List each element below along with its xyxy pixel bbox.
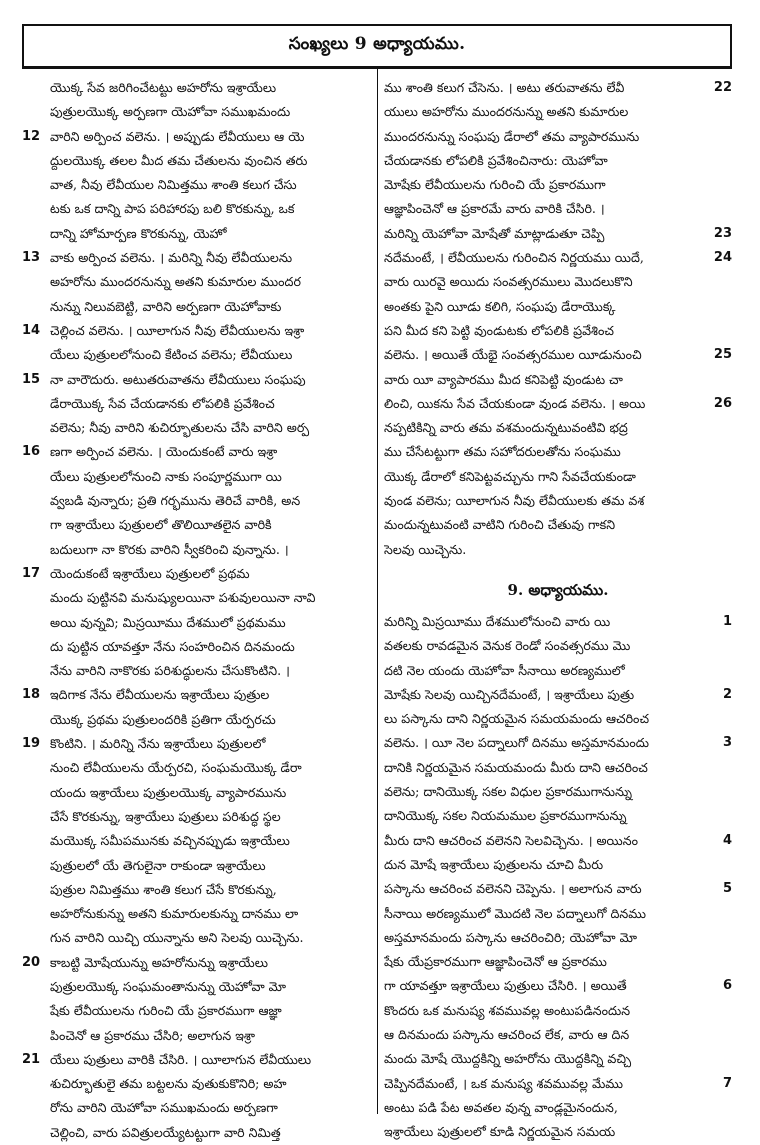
line-text: చేసే కొరకున్ను, ఇశ్రాయేలు పుత్రులు పరిశుద్ధ స్థల bbox=[50, 808, 281, 824]
text-line bbox=[22, 878, 372, 902]
page-header bbox=[22, 24, 732, 68]
text-line bbox=[22, 416, 372, 440]
text-line bbox=[384, 149, 732, 173]
line-text: దు పుట్టిన యావత్తూ నేను సంహరించిన దినమందు bbox=[50, 638, 295, 654]
line-text: లించి, యికను సేవ చేయకుండా వుండ వలెను. । అయి bbox=[384, 395, 646, 411]
line-text: మరిన్ని మిస్రయీము దేశములోనుంచి వారు యి bbox=[384, 613, 611, 629]
text-line bbox=[384, 804, 732, 828]
line-text: ఇదిగాక నేను లేవీయులను ఇశ్రాయేలు పుత్రుల bbox=[50, 687, 270, 703]
text-line bbox=[22, 805, 372, 829]
page bbox=[22, 24, 734, 1140]
verse-number: 21 bbox=[22, 1051, 41, 1067]
text-line bbox=[22, 392, 372, 416]
line-text: లు పస్కాను దాని నిర్ణయమైన సమయమందు ఆచరించ bbox=[384, 711, 650, 727]
line-text: అస్తమానమందు పస్కాను ఆచరించిరి; యెహోవా మో bbox=[384, 929, 638, 945]
verse-number: 24 bbox=[713, 250, 732, 266]
text-line bbox=[384, 392, 732, 416]
line-text: వలెను; నీవు వారిని శుచిర్భూతులను చేసి వారిని అర్ప bbox=[50, 420, 310, 436]
line-text: నుంచి లేవీయులను యేర్పరచి, సంఘమయొక్క డేరా bbox=[50, 760, 302, 776]
line-text: ముందరనున్ను సంఘపు డేరాలో తమ వ్యాపారమును bbox=[384, 128, 640, 144]
text-line bbox=[384, 829, 732, 853]
verse-number: 22 bbox=[713, 80, 732, 95]
verse-number: 20 bbox=[22, 954, 41, 970]
line-text: నున్ను నిలువబెట్టి, వారిని అర్పణగా యెహోవాకు bbox=[50, 298, 282, 314]
line-text: నా వారౌదురు. అటుతరువాతను లేవీయులు సంఘపు bbox=[50, 371, 306, 387]
text-line bbox=[22, 76, 372, 100]
line-text: దటి నెల యందు యెహోవా సీనాయి అరణ్యములో bbox=[384, 662, 625, 678]
text-line bbox=[384, 1072, 732, 1096]
page-title: సంఖ్యలు 9 అధ్యాయము. bbox=[288, 34, 466, 54]
text-line bbox=[22, 659, 372, 683]
text-line bbox=[22, 222, 372, 246]
text-line bbox=[22, 295, 372, 319]
line-text: యేలు పుత్రులలోనుంచి నాకు సంపూర్ణముగా యి bbox=[50, 468, 282, 484]
text-line bbox=[384, 197, 732, 221]
text-line bbox=[384, 76, 732, 100]
verse-number: 7 bbox=[722, 1075, 732, 1091]
line-text: అంతకు పైని యీడు కలిగి, సంఘపు డేరాయొక్క bbox=[384, 298, 616, 314]
text-line bbox=[384, 853, 732, 877]
text-line bbox=[384, 756, 732, 780]
right-column bbox=[384, 76, 732, 1144]
text-line bbox=[22, 781, 372, 805]
text-line bbox=[384, 368, 732, 392]
text-line bbox=[22, 149, 372, 173]
line-text: మోషేకు సెలవు యిచ్చినదేమంటే, । ఇశ్రాయేలు పుత్రు bbox=[384, 686, 635, 702]
text-line bbox=[384, 877, 732, 901]
line-text: గా యావత్తూ ఇశ్రాయేలు పుత్రులు చేసిరి. । అయితే bbox=[384, 978, 627, 994]
line-text: ము శాంతి కలుగ చేసెను. । అటు తరువాతను లేవీ bbox=[384, 80, 625, 95]
text-line bbox=[384, 610, 732, 634]
text-line bbox=[384, 440, 732, 464]
chapter-heading: 9. అధ్యాయము. bbox=[507, 580, 609, 599]
text-line bbox=[384, 295, 732, 319]
text-line bbox=[22, 1096, 372, 1120]
verse-number: 13 bbox=[22, 250, 41, 266]
text-line bbox=[22, 368, 372, 392]
text-line bbox=[384, 902, 732, 926]
line-text: ము చేసేటట్టుగా తమ సహోదరులతోను సంఘము bbox=[384, 444, 621, 460]
verse-number: 16 bbox=[22, 444, 41, 460]
line-text: చెప్పినదేమంటే, । ఒక మనుష్య శవమువల్ల మేము bbox=[384, 1075, 623, 1091]
text-line bbox=[384, 100, 732, 124]
text-line bbox=[22, 489, 372, 513]
text-line bbox=[22, 951, 372, 975]
text-line bbox=[384, 125, 732, 149]
line-text: కాబట్టి మోషేయున్ను అహరోనున్ను ఇశ్రాయేలు bbox=[50, 954, 269, 970]
line-text: వలెను. । అయితే యేభై సంవత్సరముల యీడునుంచి bbox=[384, 347, 642, 363]
verse-number: 17 bbox=[22, 565, 41, 581]
verse-number: 3 bbox=[722, 735, 732, 751]
text-line bbox=[22, 562, 372, 586]
text-line bbox=[384, 173, 732, 197]
text-line bbox=[22, 1072, 372, 1096]
line-text: ఇశ్రాయేలు పుత్రులలో కూడి నిర్ణయమైన సమయ bbox=[384, 1124, 616, 1140]
text-line bbox=[22, 270, 372, 294]
column-divider bbox=[377, 68, 378, 1114]
text-line bbox=[22, 683, 372, 707]
line-text: వలెను. । యీ నెల పద్నాలుగో దినము అస్తమానమందు bbox=[384, 735, 649, 751]
line-text: యందు ఇశ్రాయేలు పుత్రులయొక్క వ్యాపారమును bbox=[50, 784, 287, 800]
line-text: వుండ వలెను; యీలాగున నీవు లేవీయులకు తమ వశ bbox=[384, 493, 645, 509]
line-text: మోషేకు లేవీయులను గురించి యే ప్రకారముగా bbox=[384, 177, 606, 193]
line-text: మీరు దాని ఆచరించ వలెనని సెలవిచ్చెను. । అయినం bbox=[384, 832, 638, 848]
text-line bbox=[384, 731, 732, 755]
line-text: మయొక్క సమీపమునకు వచ్చినప్పుడు ఇశ్రాయేలు bbox=[50, 833, 290, 849]
right-column-bottom bbox=[384, 610, 732, 1145]
text-line bbox=[22, 635, 372, 659]
line-text: శుచిర్భూతులై తమ బట్టలను వుతుకుకొనిరి; అహ bbox=[50, 1076, 287, 1092]
text-line bbox=[22, 538, 372, 562]
text-line bbox=[384, 416, 732, 440]
line-text: గా ఇశ్రాయేలు పుత్రులలో తొలియీతలైన వారికి bbox=[50, 517, 272, 533]
line-text: దాన్ని హోమార్పణ కొరకున్ను, యెహో bbox=[50, 225, 227, 241]
line-text: సీనాయి అరణ్యములో మొదటి నెల పద్నాలుగో దినము bbox=[384, 905, 646, 921]
line-text: యేలు పుత్రులలోనుంచి కేటించ వలెను; లేవీయులు bbox=[50, 347, 293, 363]
text-line bbox=[384, 246, 732, 270]
verse-number: 1 bbox=[722, 613, 732, 629]
line-text: వారు యీ వ్యాపారము మీద కనిపెట్టి వుండుట చా bbox=[384, 371, 623, 387]
verse-number: 26 bbox=[713, 395, 732, 411]
verse-number: 23 bbox=[713, 225, 732, 241]
line-text: ఆ దినమందు పస్కాను ఆచరించ లేక, వారు ఆ దిన bbox=[384, 1026, 630, 1042]
line-text: వారు యిరవై అయిదు సంవత్సరములు మొదలుకొని bbox=[384, 274, 633, 290]
line-text: మందు పుట్టినవి మనుష్యులయినా పశువులయినా నావి bbox=[50, 590, 316, 606]
line-text: పుత్రులయొక్క అర్పణగా యెహోవా సముఖమందు bbox=[50, 104, 291, 120]
line-text: పించెనో ఆ ప్రకారము చేసిరి; అలాగున ఇశ్రా bbox=[50, 1027, 256, 1043]
text-line bbox=[22, 975, 372, 999]
text-line bbox=[384, 1047, 732, 1071]
text-line bbox=[22, 708, 372, 732]
text-line bbox=[384, 343, 732, 367]
line-text: పస్కాను ఆచరించ వలెనని చెప్పెను. । అలాగున వారు bbox=[384, 881, 642, 897]
text-line bbox=[384, 926, 732, 950]
line-text: సెలవు యిచ్చెను. bbox=[384, 541, 467, 557]
left-column bbox=[22, 76, 372, 1145]
line-text: వలెను; దానియొక్క సకల విధుల ప్రకారముగానున్ను bbox=[384, 784, 633, 800]
text-line bbox=[22, 197, 372, 221]
line-text: అహరోను ముందరనున్ను అతని కుమారుల ముందర bbox=[50, 274, 301, 290]
text-line bbox=[22, 125, 372, 149]
line-text: మందున్నటువంటి వాటిని గురించి చేతువు గాకని bbox=[384, 517, 616, 533]
verse-number: 2 bbox=[722, 686, 732, 702]
text-line bbox=[22, 246, 372, 270]
text-line bbox=[22, 343, 372, 367]
line-text: యొక్క సేవ జరిగించేటట్టు అహరోను ఇశ్రాయేలు bbox=[50, 80, 277, 95]
line-text: పుత్రులలో యే తెగులైనా రాకుండా ఇశ్రాయేలు bbox=[50, 857, 266, 873]
line-text: ఆజ్ఞాపించెనో ఆ ప్రకారమే వారు వారికి చేసిరి. । bbox=[384, 201, 605, 217]
line-text: యులు అహరోను ముందరనున్ను అతని కుమారుల bbox=[384, 104, 629, 120]
line-text: బదులుగా నా కొరకు వారిని స్వీకరించి వున్నాను. । bbox=[50, 541, 289, 557]
verse-number: 15 bbox=[22, 371, 41, 387]
line-text: చెల్లించి, వారు పవిత్రులయ్యేటట్టుగా వారి నిమిత్త bbox=[50, 1124, 281, 1140]
verse-number: 25 bbox=[713, 347, 732, 363]
text-line bbox=[384, 683, 732, 707]
text-line bbox=[22, 829, 372, 853]
right-column-top bbox=[384, 76, 732, 562]
line-text: యెందుకంటే ఇశ్రాయేలు పుత్రులలో ప్రథమ bbox=[50, 565, 250, 581]
text-line bbox=[384, 513, 732, 537]
text-line bbox=[22, 902, 372, 926]
line-text: మరిన్ని యెహోవా మోషేతో మాట్లాడుతూ చెప్పి bbox=[384, 225, 605, 241]
text-line bbox=[22, 732, 372, 756]
line-text: దానికి నిర్ణయమైన సమయమందు మీరు దాని ఆచరించ bbox=[384, 759, 648, 775]
line-text: మందు మోషే యొద్దకిన్ని అహరోను యొద్దకిన్ని వచ్చి bbox=[384, 1051, 632, 1067]
text-line bbox=[22, 440, 372, 464]
text-line bbox=[22, 513, 372, 537]
verse-number: 5 bbox=[722, 881, 732, 897]
line-text: షేకు లేవీయులను గురించి యే ప్రకారముగా ఆజ్ఞా bbox=[50, 1003, 282, 1019]
text-line bbox=[22, 100, 372, 124]
line-text: వాకు అర్పించ వలెను. । మరిన్ని నీవు లేవీయులను bbox=[50, 250, 293, 266]
line-text: వతలకు రావడమైన వెనుక రెండో సంవత్సరము మొ bbox=[384, 638, 631, 654]
text-line bbox=[384, 659, 732, 683]
text-line bbox=[384, 1120, 732, 1144]
text-line bbox=[384, 222, 732, 246]
line-text: పుత్రులయొక్క సంఘమంతానున్ను యెహోవా మో bbox=[50, 978, 287, 994]
text-line bbox=[22, 319, 372, 343]
text-line bbox=[384, 465, 732, 489]
line-text: ణగా అర్పించ వలెను. । యెందుకంటే వారు ఇశ్రా bbox=[50, 444, 278, 460]
line-text: అయి వున్నవి; మిస్రయీము దేశములో ప్రథమము bbox=[50, 614, 286, 630]
line-text: అహరోనుకున్ను అతని కుమారులకున్ను దానము లా bbox=[50, 906, 299, 922]
text-line bbox=[22, 999, 372, 1023]
text-line bbox=[384, 950, 732, 974]
text-line bbox=[22, 611, 372, 635]
line-text: నప్పటికిన్ని వారు తమ వశమందున్నటువంటివి భద్ర bbox=[384, 420, 628, 436]
text-line bbox=[384, 538, 732, 562]
line-text: చెల్లించ వలెను. । యీలాగున నీవు లేవీయులను ఇశ్రా bbox=[50, 322, 305, 338]
verse-number: 14 bbox=[22, 322, 41, 338]
text-line bbox=[384, 1023, 732, 1047]
line-text: కొందరు ఒక మనుష్య శవమువల్ల అంటుపడినందున bbox=[384, 1002, 631, 1018]
line-text: పని మీద కని పెట్టి వుండుటకు లోపలికి ప్రవేశించ bbox=[384, 322, 614, 338]
text-line bbox=[384, 1096, 732, 1120]
line-text: యేలు పుత్రులు వారికి చేసిరి. । యీలాగున లేవీయులు bbox=[50, 1051, 312, 1067]
line-text: వ్వబడి వున్నారు; ప్రతి గర్భమును తెరిచే వారికి, అన bbox=[50, 493, 301, 509]
text-line bbox=[22, 926, 372, 950]
text-line bbox=[384, 707, 732, 731]
text-line bbox=[22, 1024, 372, 1048]
line-text: కొంటిని. । మరిన్ని నేను ఇశ్రాయేలు పుత్రులలో bbox=[50, 736, 266, 752]
line-text: యొక్క ప్రథమ పుత్రులందరికి ప్రతిగా యేర్పరచు bbox=[50, 711, 276, 727]
line-text: గున వారిని యిచ్చి యున్నాను అని సెలవు యిచ్చెను. bbox=[50, 930, 304, 946]
text-line bbox=[22, 586, 372, 610]
verse-number: 18 bbox=[22, 687, 41, 703]
verse-number: 12 bbox=[22, 128, 41, 144]
text-line bbox=[384, 319, 732, 343]
line-text: చేయడానకు లోపలికి ప్రవేశించినారు: యెహోవా bbox=[384, 152, 608, 168]
line-text: యొక్క డేరాలో కనిపెట్టవచ్చును గాని సేవచేయకుండా bbox=[384, 468, 636, 484]
text-line bbox=[384, 489, 732, 513]
line-text: డేరాయొక్క సేవ చేయడానకు లోపలికి ప్రవేశించ bbox=[50, 395, 275, 411]
text-line bbox=[22, 854, 372, 878]
line-text: షేకు యేప్రకారముగా ఆజ్ఞాపించెనో ఆ ప్రకారము bbox=[384, 954, 607, 970]
text-line bbox=[384, 974, 732, 998]
line-text: వాత, నీవు లేవీయుల నిమిత్తము శాంతి కలుగ చేసు bbox=[50, 177, 297, 193]
text-line bbox=[384, 634, 732, 658]
verse-number: 6 bbox=[722, 978, 732, 994]
line-text: దున మోషే ఇశ్రాయేలు పుత్రులను చూచి మీరు bbox=[384, 856, 604, 872]
verse-number: 4 bbox=[722, 832, 732, 848]
line-text: నదేమంటే, । లేవీయులను గురించిన నిర్ణయము యిదే, bbox=[384, 250, 644, 266]
line-text: పుత్రుల నిమిత్తము శాంతి కలుగ చేసే కొరకున్ను, bbox=[50, 881, 277, 897]
line-text: టకు ఒక దాన్ని పాప పరిహారపు బలి కొరకున్ను, ఒక bbox=[50, 201, 295, 217]
text-line bbox=[22, 1121, 372, 1145]
line-text: ద్దులయొక్క తలల మీద తమ చేతులను వుంచిన తరు bbox=[50, 152, 308, 168]
text-line bbox=[22, 173, 372, 197]
text-line bbox=[384, 270, 732, 294]
text-line bbox=[384, 999, 732, 1023]
line-text: దానియొక్క సకల నియమముల ప్రకారముగానున్ను bbox=[384, 808, 627, 824]
line-text: రోను వారిని యెహోవా సముఖమందు అర్పణగా bbox=[50, 1100, 278, 1116]
line-text: వారిని అర్పించ వలెను. । అప్పుడు లేవీయులు ఆ యె bbox=[50, 128, 305, 144]
text-line bbox=[384, 780, 732, 804]
text-line bbox=[22, 465, 372, 489]
line-text: నేను వారిని నాకొరకు పరిశుద్ధులను చేసుకొంటిని. । bbox=[50, 663, 290, 679]
text-line bbox=[22, 1048, 372, 1072]
text-line bbox=[22, 756, 372, 780]
verse-number: 19 bbox=[22, 736, 41, 752]
line-text: అంటు పడి పేట అవతల వున్న వాండ్లమైనందున, bbox=[384, 1099, 618, 1115]
